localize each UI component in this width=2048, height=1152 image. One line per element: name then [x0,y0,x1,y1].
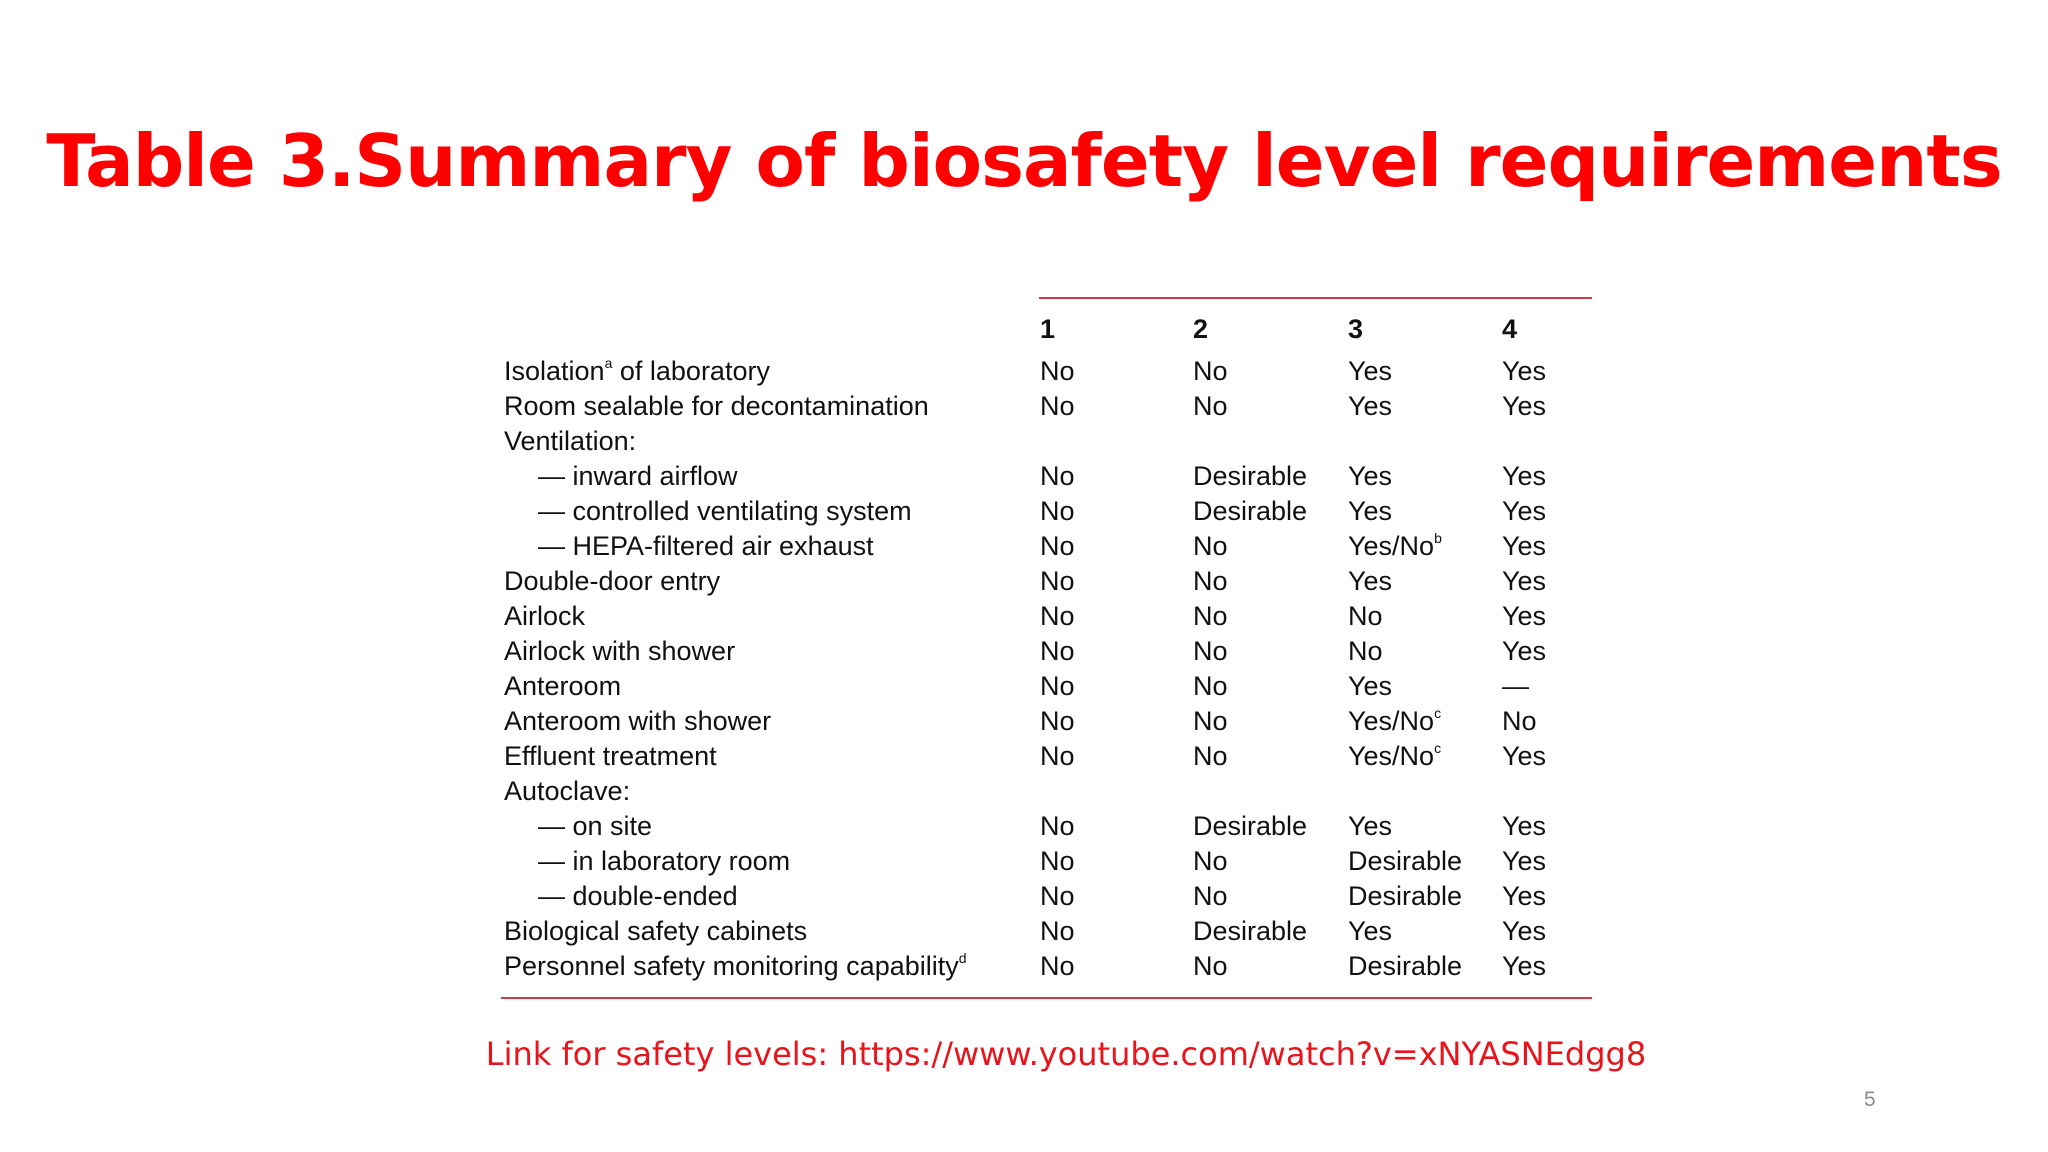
cell-value: No [1193,741,1228,771]
cell-value: No [1040,741,1075,771]
table-row [500,774,1600,809]
cell-value: Yes [1502,636,1547,666]
cell-value: No [1040,636,1075,666]
cell-level-4 [1502,459,1546,494]
cell-level-4 [1502,844,1546,879]
table-row [500,354,1600,389]
row-label [504,354,770,389]
cell-level-4 [1502,564,1546,599]
table-row [500,494,1600,529]
cell-level-3 [1348,704,1441,739]
cell-value: Desirable [1193,811,1308,841]
cell-level-3 [1348,564,1392,599]
cell-value: Desirable [1193,496,1308,526]
cell-level-4 [1502,739,1546,774]
row-label-text: — inward airflow [538,461,738,491]
cell-value: Desirable [1193,916,1308,946]
cell-level-2 [1193,809,1307,844]
cell-value: Yes [1502,531,1547,561]
row-label [538,459,738,494]
cell-value: Yes [1502,846,1547,876]
cell-level-2 [1193,564,1228,599]
cell-value: Yes [1502,916,1547,946]
cell-value: Yes [1502,811,1547,841]
cell-value: Yes [1502,496,1547,526]
cell-level-4 [1502,669,1529,704]
cell-level-1 [1040,809,1075,844]
cell-value: No [1040,916,1075,946]
cell-value: No [1193,951,1228,981]
cell-value: Yes [1348,356,1393,386]
row-label-text: Ventilation: [504,426,637,456]
table-row [500,809,1600,844]
cell-level-1 [1040,949,1075,984]
header-level-3: 3 [1348,314,1364,344]
safety-levels-link-line [0,1034,2048,1074]
cell-value: Yes/No [1348,531,1435,561]
slide-title: Table 3.Summary of biosafety level requirements [46,119,2002,203]
cell-value: Desirable [1193,461,1308,491]
cell-level-1 [1040,914,1075,949]
row-label [504,739,717,774]
row-label-text: Biological safety cabinets [504,916,808,946]
table-row [500,879,1600,914]
cell-level-2 [1193,914,1307,949]
link-prefix: Link for safety levels: [485,1035,839,1073]
table-row [500,739,1600,774]
row-label-text: — controlled ventilating system [538,496,912,526]
cell-level-4 [1502,494,1546,529]
cell-value: Yes [1502,601,1547,631]
cell-level-2 [1193,529,1228,564]
cell-level-1 [1040,459,1075,494]
cell-value: Yes [1348,391,1393,421]
cell-value: Yes [1502,391,1547,421]
cell-value: Desirable [1348,951,1463,981]
cell-level-3 [1348,389,1392,424]
cell-level-3 [1348,634,1383,669]
cell-level-3 [1348,844,1462,879]
table-row [500,914,1600,949]
table-row [500,704,1600,739]
cell-level-1 [1040,844,1075,879]
header-level-4: 4 [1502,314,1518,344]
cell-level-2 [1193,949,1228,984]
cell-level-2 [1193,389,1228,424]
cell-level-3 [1348,879,1462,914]
cell-level-3 [1348,809,1392,844]
table-row [500,634,1600,669]
cell-value: Yes [1348,461,1393,491]
cell-value: No [1193,881,1228,911]
row-label [538,844,790,879]
cell-value: No [1040,846,1075,876]
table-row [500,599,1600,634]
cell-level-2 [1193,354,1228,389]
cell-level-3 [1348,459,1392,494]
row-label-text-after: of laboratory [612,356,770,386]
row-label-text: Effluent treatment [504,741,717,771]
row-label [504,914,807,949]
cell-level-2 [1193,669,1228,704]
cell-value: Yes [1348,671,1393,701]
cell-level-1 [1040,634,1075,669]
cell-level-2 [1193,704,1228,739]
cell-value: No [1348,601,1383,631]
table-row [500,459,1600,494]
row-label-text: Autoclave: [504,776,631,806]
cell-level-4 [1502,634,1546,669]
cell-value: Desirable [1348,881,1463,911]
cell-level-3 [1348,739,1441,774]
cell-value: Yes [1502,951,1547,981]
cell-level-1 [1040,529,1075,564]
cell-level-4 [1502,704,1537,739]
footnote-marker: d [958,950,967,966]
cell-value: No [1040,461,1075,491]
cell-level-1 [1040,564,1075,599]
cell-value: Yes [1502,881,1547,911]
cell-level-4 [1502,354,1546,389]
cell-value: Yes [1348,566,1393,596]
row-label-text: Airlock with shower [504,636,736,666]
cell-value: No [1193,846,1228,876]
table-row [500,844,1600,879]
cell-level-2 [1193,599,1228,634]
cell-value: No [1040,706,1075,736]
row-label [504,424,636,459]
cell-value: No [1193,601,1228,631]
table-header-row [500,312,1600,347]
cell-level-2 [1193,879,1228,914]
footnote-marker: c [1434,740,1442,756]
cell-level-2 [1193,494,1307,529]
row-label-text: Personnel safety monitoring capability [504,951,959,981]
cell-value: No [1040,811,1075,841]
cell-value: No [1040,881,1075,911]
cell-value: No [1040,531,1075,561]
cell-value: No [1193,706,1228,736]
cell-value: Yes [1502,741,1547,771]
cell-value: No [1193,636,1228,666]
row-label [504,774,630,809]
cell-level-3 [1348,669,1392,704]
table-top-rule [1039,297,1592,299]
row-label [538,494,912,529]
table-row [500,949,1600,984]
cell-value: Yes [1348,916,1393,946]
cell-level-1 [1040,389,1075,424]
cell-value: No [1040,671,1075,701]
cell-level-1 [1040,879,1075,914]
cell-value: No [1502,706,1537,736]
cell-level-1 [1040,704,1075,739]
cell-level-3 [1348,914,1392,949]
cell-level-2 [1193,459,1307,494]
row-label [504,389,929,424]
cell-level-4 [1502,529,1546,564]
row-label-text: Double-door entry [504,566,721,596]
row-label-text: Isolation [504,356,605,386]
cell-value: No [1193,566,1228,596]
header-level-1: 1 [1040,314,1056,344]
cell-level-1 [1040,669,1075,704]
cell-value: No [1040,356,1075,386]
cell-level-3 [1348,354,1392,389]
cell-value: Yes [1502,356,1547,386]
table-row [500,424,1600,459]
cell-level-1 [1040,494,1075,529]
cell-level-2 [1193,844,1228,879]
youtube-link[interactable]: https://www.youtube.com/watch?v=xNYASNEdgg8 [838,1035,1647,1073]
cell-value: Yes [1502,461,1547,491]
cell-level-3 [1348,529,1442,564]
row-label [538,809,652,844]
cell-value: No [1040,951,1075,981]
row-label [504,704,771,739]
row-label [538,879,738,914]
cell-value: Yes/No [1348,706,1435,736]
cell-level-3 [1348,494,1392,529]
cell-value: Yes [1348,496,1393,526]
cell-value: No [1040,566,1075,596]
page-number: 5 [1864,1088,1876,1111]
cell-value: No [1348,636,1383,666]
row-label-text: Room sealable for decontamination [504,391,929,421]
row-label-text: Anteroom with shower [504,706,772,736]
cell-value: No [1193,671,1228,701]
row-label-text: — double-ended [538,881,738,911]
cell-value: No [1193,531,1228,561]
row-label-text: — on site [538,811,653,841]
row-label [504,669,621,704]
cell-level-4 [1502,914,1546,949]
row-label-text: — HEPA-filtered air exhaust [538,531,874,561]
cell-value: No [1040,601,1075,631]
row-label [538,529,874,564]
table-row [500,669,1600,704]
footnote-marker: a [604,355,613,371]
cell-level-1 [1040,354,1075,389]
cell-level-1 [1040,599,1075,634]
cell-level-3 [1348,949,1462,984]
cell-level-2 [1193,739,1228,774]
cell-level-1 [1040,739,1075,774]
table-row [500,389,1600,424]
row-label [504,599,585,634]
cell-level-2 [1193,634,1228,669]
table-row [500,564,1600,599]
row-label-text: Anteroom [504,671,622,701]
cell-value: Yes [1348,811,1393,841]
row-label [504,634,735,669]
cell-level-4 [1502,809,1546,844]
cell-value: No [1040,391,1075,421]
cell-value: Yes [1502,566,1547,596]
footnote-marker: c [1434,705,1442,721]
table-row [500,529,1600,564]
row-label [504,949,967,984]
row-label [504,564,720,599]
table-bottom-rule [501,997,1592,999]
cell-level-4 [1502,949,1546,984]
cell-level-4 [1502,879,1546,914]
row-label-text: — in laboratory room [538,846,791,876]
cell-value: — [1502,671,1529,701]
cell-value: No [1040,496,1075,526]
cell-value: Desirable [1348,846,1463,876]
cell-level-4 [1502,599,1546,634]
footnote-marker: b [1434,530,1442,546]
cell-level-4 [1502,389,1546,424]
cell-value: No [1193,356,1228,386]
cell-value: Yes/No [1348,741,1435,771]
cell-value: No [1193,391,1228,421]
cell-level-3 [1348,599,1383,634]
row-label-text: Airlock [504,601,586,631]
header-level-2: 2 [1193,314,1209,344]
